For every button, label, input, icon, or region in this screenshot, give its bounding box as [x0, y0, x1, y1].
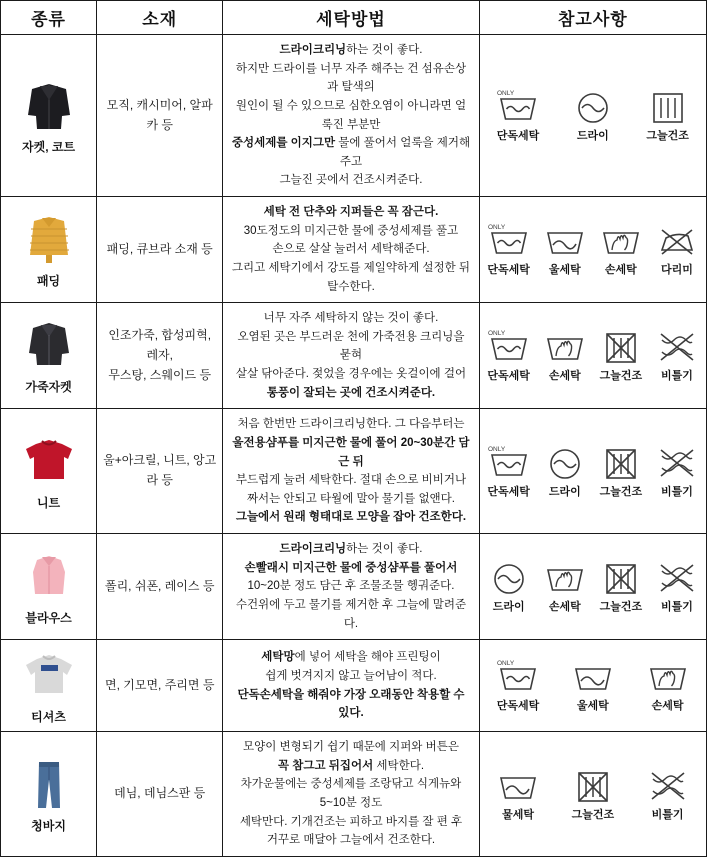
note-cell	[479, 534, 706, 640]
care-symbol	[538, 220, 592, 277]
method-line: 30도정도의 미지근한 물에 중성세제를 풀고	[243, 224, 459, 237]
care-symbol	[566, 656, 620, 713]
care-symbol-caption: 손세탁	[548, 601, 581, 614]
care-symbol-caption: 드라이	[548, 485, 581, 498]
material-cell	[97, 35, 223, 197]
no-iron-icon	[654, 220, 700, 260]
method-line: 살살 닦아준다. 젖었을 경우에는 옷걸이에 걸어	[235, 368, 467, 380]
method-line: 꼭 참그고 뒤집어서 세탁한다.	[277, 759, 425, 772]
note-cell	[479, 640, 706, 732]
care-symbol-group	[482, 656, 704, 713]
care-symbol-caption: 그늘건조	[599, 601, 643, 614]
care-symbol-group	[482, 220, 704, 277]
method-line: 손빨래시 미지근한 물에 중성샴푸를 풀어서	[244, 561, 458, 574]
care-symbol-caption: 단독세탁	[487, 264, 530, 277]
hand-wash-icon	[598, 220, 644, 260]
garment-type-cell	[1, 35, 97, 197]
dry-clean-icon	[570, 86, 616, 126]
material-line: 패딩, 큐브라 소재 등	[106, 241, 213, 256]
garment-type-cell	[1, 197, 97, 303]
care-symbol-caption: 그늘건조	[599, 485, 643, 498]
care-symbol	[482, 442, 536, 499]
material-cell	[97, 534, 223, 640]
care-symbol	[650, 326, 704, 383]
header-method: 세탁방법	[223, 1, 479, 35]
care-symbol	[491, 86, 545, 143]
care-symbol-caption: 단독세탁	[487, 485, 530, 498]
method-cell	[223, 35, 479, 197]
table-row	[1, 534, 707, 640]
garment-type-label: 티셔츠	[31, 710, 66, 725]
garment-illustration-5	[3, 644, 94, 706]
garment-type-label: 청바지	[31, 818, 66, 833]
garment-illustration-0	[3, 74, 94, 136]
care-symbol-caption: 비틀기	[660, 370, 693, 383]
care-symbol-group	[482, 86, 704, 143]
garment-type-cell	[1, 732, 97, 857]
care-symbol	[641, 656, 695, 713]
care-symbol	[538, 326, 592, 383]
hand-wash-icon	[542, 326, 588, 366]
garment-illustration-2	[3, 314, 94, 376]
method-line: 수건위에 두고 물기를 제거한 후 그늘에 말려준다.	[235, 598, 467, 630]
no-wring-icon	[654, 326, 700, 366]
hand-wash-icon	[645, 656, 691, 696]
care-symbol	[538, 557, 592, 614]
care-symbol-caption: 그늘건조	[599, 370, 643, 383]
svg-text:ONLY: ONLY	[497, 90, 515, 97]
garment-type-label: 블라우스	[25, 611, 72, 626]
garment-illustration-1	[3, 208, 94, 270]
material-line: 무스탕, 스웨이드 등	[108, 367, 212, 382]
material-cell	[97, 197, 223, 303]
care-symbol	[594, 442, 648, 499]
material-cell	[97, 640, 223, 732]
method-line: 10~20분 정도 담근 후 조물조물 헹궈준다.	[247, 580, 455, 593]
table-head	[1, 1, 707, 35]
method-cell	[223, 640, 479, 732]
care-symbol-caption: 그늘건조	[571, 808, 615, 821]
garment-type-cell	[1, 534, 97, 640]
care-symbol-caption: 비틀기	[660, 601, 693, 614]
method-line: 그늘에서 원래 형태대로 모양을 잡아 건조한다.	[235, 511, 467, 524]
method-cell	[223, 732, 479, 857]
method-line: 손으로 살살 눌러서 세탁해준다.	[272, 243, 430, 256]
wash-only-icon	[486, 442, 532, 482]
method-line: 그늘진 곳에서 건조시켜준다.	[279, 174, 423, 187]
method-line: 짜서는 안되고 타월에 말아 물기를 없앤다.	[246, 492, 455, 505]
care-symbol	[641, 765, 695, 822]
care-symbol	[650, 557, 704, 614]
no-wring-icon	[654, 557, 700, 597]
material-line: 인조가죽, 합성피혁, 레자,	[108, 327, 212, 362]
table-row	[1, 35, 707, 197]
method-line: 쉽게 벗겨지지 않고 늘어남이 적다.	[265, 670, 437, 682]
method-line: 세탁망에 넣어 세탁을 해야 프린팅이	[261, 651, 441, 664]
method-line: 너무 자주 세탁하지 않는 것이 좋다.	[263, 312, 439, 325]
care-symbol-caption: 단독세탁	[496, 130, 540, 142]
care-symbol-group	[482, 557, 704, 614]
method-line: 부드럽게 눌러 세탁한다. 절대 손으로 비비거나	[235, 474, 467, 487]
material-cell	[97, 409, 223, 534]
method-line: 오염된 곳은 부드러운 천에 가죽전용 크리닝을 묻혀	[237, 330, 465, 362]
care-symbol	[491, 765, 545, 822]
method-line: 차가운물에는 중성세제를 조랑닦고 식게뉴와 5~10분 정도	[240, 778, 462, 809]
method-line: 그리고 세탁기에서 강도를 제일약하게 설정한 뒤 탈수한다.	[231, 261, 471, 293]
method-line: 원인이 될 수 있으므로 심한오염이 아니라면 얼룩진 부분만	[235, 99, 467, 131]
care-symbol	[482, 220, 536, 277]
material-line: 모직, 캐시미어, 알파카 등	[106, 97, 213, 132]
wash-only-icon	[495, 656, 541, 696]
table-row	[1, 732, 707, 857]
material-line: 폴리, 쉬폰, 레이스 등	[105, 578, 215, 593]
wash-only-icon	[495, 86, 541, 126]
care-symbol-caption: 그늘건조	[646, 130, 689, 142]
wool-wash-icon	[495, 765, 541, 805]
method-line: 거꾸로 매달아 그늘에서 건조한다.	[266, 834, 436, 847]
care-symbol	[482, 326, 536, 383]
garment-type-label: 니트	[36, 495, 61, 510]
care-symbol-caption: 다리미	[660, 264, 693, 277]
garment-illustration-3	[3, 430, 94, 492]
hand-wash-icon	[542, 557, 588, 597]
care-symbol	[594, 220, 648, 277]
table-row	[1, 303, 707, 409]
table-row	[1, 640, 707, 732]
svg-text:ONLY: ONLY	[487, 445, 505, 453]
method-line: 드라이크리닝하는 것이 좋다.	[279, 44, 423, 56]
dry-clean-icon	[542, 442, 588, 482]
note-cell	[479, 35, 706, 197]
table-row	[1, 197, 707, 303]
header-row	[1, 1, 707, 35]
method-cell	[223, 534, 479, 640]
note-cell	[479, 732, 706, 857]
method-line: 모양이 변형되기 쉽기 때문에 지퍼와 버튼은	[243, 741, 459, 754]
no-shade-dry-icon	[570, 765, 616, 805]
care-symbol-caption: 비틀기	[651, 808, 684, 821]
care-symbol-caption: 물세탁	[502, 808, 534, 821]
svg-text:ONLY: ONLY	[487, 330, 505, 338]
method-cell	[223, 303, 479, 409]
garment-type-cell	[1, 409, 97, 534]
header-type: 종류	[1, 1, 97, 35]
care-symbol	[538, 442, 592, 499]
care-symbol	[491, 656, 545, 713]
method-line: 울전용샴푸를 미지근한 물에 풀어 20~30분간 담근 뒤	[232, 436, 470, 468]
header-material: 소재	[97, 1, 223, 35]
wash-only-icon	[486, 220, 532, 260]
svg-text:ONLY: ONLY	[497, 660, 515, 668]
method-line: 중성세제를 이지그만 물에 풀어서 얼룩을 제거해주고	[231, 137, 471, 168]
method-line: 세탁 전 단추와 지퍼들은 꼭 잠근다.	[263, 206, 439, 218]
care-symbol-caption: 울세탁	[576, 700, 609, 713]
garment-illustration-4	[3, 545, 94, 607]
method-cell	[223, 409, 479, 534]
no-shade-dry-icon	[598, 326, 644, 366]
garment-type-label: 패딩	[36, 274, 61, 289]
material-line: 데님, 데님스판 등	[114, 786, 206, 801]
method-cell	[223, 197, 479, 303]
method-line: 하지만 드라이를 너무 자주 해주는 건 섬유손상과 탈색의	[235, 62, 467, 94]
care-symbol-caption: 손세탁	[651, 700, 684, 713]
method-line: 세탁만다. 기개건조는 피하고 바지를 잘 편 후	[239, 815, 463, 828]
care-symbol	[650, 220, 704, 277]
care-symbol-caption: 단독세탁	[496, 700, 540, 713]
material-line: 면, 기모면, 주리면 등	[105, 677, 215, 692]
method-line: 처음 한번만 드라이크리닝한다. 그 다음부터는	[237, 418, 465, 431]
no-shade-dry-icon	[598, 557, 644, 597]
garment-type-cell	[1, 640, 97, 732]
material-line: 울+아크릴, 니트, 앙고라 등	[103, 453, 217, 488]
care-symbol-caption: 드라이	[576, 130, 609, 142]
material-cell	[97, 732, 223, 857]
care-symbol	[641, 86, 695, 143]
garment-type-cell	[1, 303, 97, 409]
garment-type-label: 자켓, 코트	[22, 140, 76, 154]
wool-wash-icon	[570, 656, 616, 696]
no-wring-icon	[654, 442, 700, 482]
material-cell	[97, 303, 223, 409]
method-line: 단독손세탁을 해줘야 가장 오래동안 착용할 수 있다.	[237, 688, 465, 720]
dry-clean-icon	[486, 557, 532, 597]
note-cell	[479, 409, 706, 534]
table-body	[1, 35, 707, 857]
garment-illustration-6	[3, 753, 94, 815]
note-cell	[479, 303, 706, 409]
care-symbol-caption: 울세탁	[548, 264, 581, 277]
garment-type-label: 가죽자켓	[25, 380, 72, 395]
method-line: 통풍이 잘되는 곳에 건조시켜준다.	[266, 386, 436, 399]
wash-only-icon	[486, 326, 532, 366]
no-shade-dry-icon	[598, 442, 644, 482]
care-symbol-group	[482, 442, 704, 499]
shade-dry-icon	[645, 86, 691, 126]
care-symbol	[650, 442, 704, 499]
care-symbol-caption: 손세탁	[548, 370, 581, 383]
care-symbol-caption: 단독세탁	[487, 370, 530, 383]
note-cell	[479, 197, 706, 303]
care-symbol-caption: 드라이	[492, 601, 525, 614]
method-line: 드라이크리닝하는 것이 좋다.	[279, 543, 423, 555]
svg-text:ONLY: ONLY	[487, 224, 505, 232]
care-symbol-caption: 비틀기	[660, 485, 693, 498]
care-symbol	[566, 765, 620, 822]
care-symbol-group	[482, 765, 704, 822]
care-symbol	[482, 557, 536, 614]
care-symbol-caption: 손세탁	[604, 264, 637, 277]
header-note: 참고사항	[479, 1, 706, 35]
table-row	[1, 409, 707, 534]
care-symbol	[594, 557, 648, 614]
no-wring-icon	[645, 765, 691, 805]
wool-wash-icon	[542, 220, 588, 260]
care-symbol-group	[482, 326, 704, 383]
care-symbol	[566, 86, 620, 143]
care-symbol	[594, 326, 648, 383]
